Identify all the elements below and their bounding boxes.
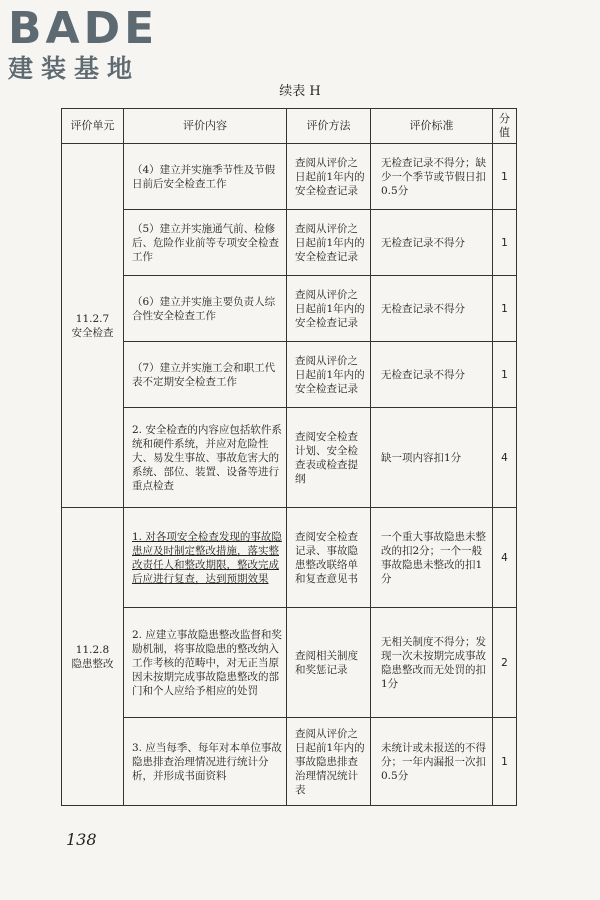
cell-score: 2 (493, 608, 517, 718)
cell-standard: 缺一项内容扣1分 (371, 408, 493, 508)
cell-standard: 无检查记录不得分 (371, 276, 493, 342)
logo-wordmark: BADE (8, 3, 159, 54)
cell-content: （6）建立并实施主要负责人综合性安全检查工作 (124, 276, 287, 342)
table-row (62, 718, 517, 806)
table-row (62, 276, 517, 342)
cell-method: 查阅安全检查记录、事故隐患整改联络单和复查意见书 (287, 508, 371, 608)
cell-score: 1 (493, 210, 517, 276)
table-row (62, 508, 517, 608)
logo-subtitle: 建装基地 (8, 54, 141, 83)
cell-method: 查阅从评价之日起前1年内的安全检查记录 (287, 276, 371, 342)
cell-unit: 11.2.7 安全检查 (62, 144, 124, 508)
cell-method: 查阅安全检查计划、安全检查表或检查提纲 (287, 408, 371, 508)
brand-logo (8, 3, 178, 84)
cell-content: 3. 应当每季、每年对本单位事故隐患排查治理情况进行统计分析，并形成书面资料 (124, 718, 287, 806)
cell-unit: 11.2.8 隐患整改 (62, 508, 124, 806)
cell-method: 查阅从评价之日起前1年内的安全检查记录 (287, 144, 371, 210)
underlined-text: 1. 对各项安全检查发现的事故隐患应及时制定整改措施，落实整改责任人和整改期限，整改完成后应进行复查，达到预期效果 (132, 530, 282, 585)
header-score: 分值 (493, 109, 517, 144)
cell-method: 查阅从评价之日起前1年内的事故隐患排查治理情况统计表 (287, 718, 371, 806)
cell-method: 查阅从评价之日起前1年内的安全检查记录 (287, 342, 371, 408)
table-row (62, 408, 517, 508)
table-header-row (62, 109, 517, 144)
cell-standard: 无检查记录不得分；缺少一个季节或节假日扣0.5分 (371, 144, 493, 210)
cell-method: 查阅从评价之日起前1年内的安全检查记录 (287, 210, 371, 276)
table-row (62, 608, 517, 718)
cell-standard: 未统计或未报送的不得分；一年内漏报一次扣0.5分 (371, 718, 493, 806)
cell-content: （4）建立并实施季节性及节假日前后安全检查工作 (124, 144, 287, 210)
cell-score: 1 (493, 144, 517, 210)
cell-content (124, 508, 287, 608)
table-row (62, 144, 517, 210)
table-body (62, 144, 517, 806)
table-row (62, 342, 517, 408)
page-number: 138 (66, 830, 97, 849)
cell-standard: 无相关制度不得分；发现一次未按期完成事故隐患整改而无处罚的扣1分 (371, 608, 493, 718)
cell-score: 1 (493, 342, 517, 408)
table-title: 续表 H (279, 84, 321, 99)
table-row (62, 210, 517, 276)
header-standard: 评价标准 (371, 109, 493, 144)
cell-content: 2. 安全检查的内容应包括软件系统和硬件系统，并应对危险性大、易发生事故、事故危害大的系统、部位、装置、设备等进行重点检查 (124, 408, 287, 508)
header-unit: 评价单元 (62, 109, 124, 144)
cell-standard: 一个重大事故隐患未整改的扣2分；一个一般事故隐患未整改的扣1分 (371, 508, 493, 608)
cell-standard: 无检查记录不得分 (371, 342, 493, 408)
header-content: 评价内容 (124, 109, 287, 144)
cell-score: 1 (493, 718, 517, 806)
header-method: 评价方法 (287, 109, 371, 144)
cell-score: 1 (493, 276, 517, 342)
cell-score: 4 (493, 508, 517, 608)
evaluation-table (61, 108, 517, 806)
cell-content: （5）建立并实施通气前、检修后、危险作业前等专项安全检查工作 (124, 210, 287, 276)
cell-score: 4 (493, 408, 517, 508)
cell-standard: 无检查记录不得分 (371, 210, 493, 276)
cell-content: （7）建立并实施工会和职工代表不定期安全检查工作 (124, 342, 287, 408)
cell-method: 查阅相关制度和奖惩记录 (287, 608, 371, 718)
cell-content: 2. 应建立事故隐患整改监督和奖励机制，将事故隐患的整改纳入工作考核的范畴中，对无正当原因未按期完成事故隐患整改的部门和个人应给予相应的处罚 (124, 608, 287, 718)
